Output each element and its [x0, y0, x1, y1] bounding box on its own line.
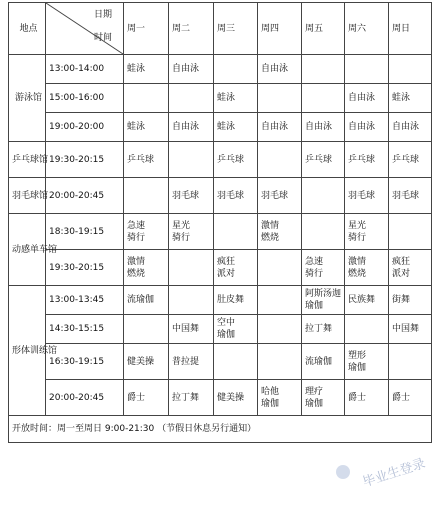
class-cell: 自由泳 — [258, 55, 302, 84]
day-header: 周日 — [389, 3, 432, 55]
schedule-row — [9, 315, 432, 344]
schedule-row — [9, 142, 432, 178]
cell-line: 派对 — [217, 268, 236, 279]
footer-row — [9, 416, 432, 443]
class-cell: 健美操 — [124, 344, 169, 380]
class-cell: 蛙泳 — [214, 84, 258, 113]
cell-line: 派对 — [392, 268, 411, 279]
class-cell — [258, 286, 302, 315]
class-cell — [389, 55, 432, 84]
class-cell — [124, 250, 169, 286]
class-cell — [258, 84, 302, 113]
schedule-row — [9, 214, 432, 250]
class-cell — [169, 142, 214, 178]
time-slot: 20:00-20:45 — [46, 178, 124, 214]
class-cell — [258, 344, 302, 380]
day-header: 周一 — [124, 3, 169, 55]
class-cell: 自由泳 — [169, 113, 214, 142]
day-header: 周六 — [345, 3, 389, 55]
class-cell — [124, 315, 169, 344]
class-cell: 乒乓球 — [214, 142, 258, 178]
class-cell — [302, 55, 345, 84]
cell-line: 星光 — [172, 220, 191, 231]
cell-line: 急速 — [127, 220, 146, 231]
time-slot: 20:00-20:45 — [46, 380, 124, 416]
time-slot: 19:00-20:00 — [46, 113, 124, 142]
schedule-row — [9, 380, 432, 416]
class-cell: 拉丁舞 — [302, 315, 345, 344]
schedule-row — [9, 344, 432, 380]
class-cell — [214, 315, 258, 344]
class-cell: 羽毛球 — [389, 178, 432, 214]
cell-line: 星光 — [348, 220, 367, 231]
cell-line: 燃烧 — [348, 268, 367, 279]
cell-line: 瑜伽 — [217, 330, 236, 340]
venue-name: 游泳馆 — [9, 55, 46, 142]
class-cell: 流瑜伽 — [124, 286, 169, 315]
cell-line: 理疗 — [305, 386, 324, 397]
class-cell: 肚皮舞 — [214, 286, 258, 315]
cell-line: 激情 — [348, 256, 367, 267]
class-cell: 中国舞 — [169, 315, 214, 344]
cell-line: 骑行 — [127, 232, 146, 243]
class-cell: 爵士 — [124, 380, 169, 416]
time-slot: 16:30-19:15 — [46, 344, 124, 380]
class-cell: 拉丁舞 — [169, 380, 214, 416]
class-cell — [258, 250, 302, 286]
schedule-row — [9, 55, 432, 84]
class-cell: 街舞 — [389, 286, 432, 315]
cell-line: 骑行 — [305, 268, 324, 279]
class-cell: 健美操 — [214, 380, 258, 416]
class-cell: 自由泳 — [345, 113, 389, 142]
class-cell: 自由泳 — [258, 113, 302, 142]
watermark-logo-icon — [336, 465, 350, 479]
class-cell: 爵士 — [345, 380, 389, 416]
class-cell: 乒乓球 — [345, 142, 389, 178]
class-cell — [302, 178, 345, 214]
class-cell — [124, 84, 169, 113]
class-cell: 普拉提 — [169, 344, 214, 380]
cell-line: 激情 — [127, 256, 146, 267]
class-cell: 乒乓球 — [302, 142, 345, 178]
class-cell — [302, 380, 345, 416]
class-cell — [214, 214, 258, 250]
class-cell — [345, 250, 389, 286]
schedule-row — [9, 286, 432, 315]
cell-line: 空中 — [217, 318, 236, 328]
class-cell: 流瑜伽 — [302, 344, 345, 380]
class-cell: 乒乓球 — [389, 142, 432, 178]
class-cell: 乒乓球 — [124, 142, 169, 178]
venue-name: 动感单车馆 — [9, 214, 46, 286]
class-cell: 蛙泳 — [124, 55, 169, 84]
class-cell: 蛙泳 — [214, 113, 258, 142]
time-label: 时间 — [94, 33, 113, 43]
class-cell: 爵士 — [389, 380, 432, 416]
class-cell — [345, 214, 389, 250]
cell-line: 瑜伽 — [305, 398, 324, 409]
class-cell: 羽毛球 — [169, 178, 214, 214]
class-cell: 羽毛球 — [258, 178, 302, 214]
cell-line: 瑜伽 — [261, 398, 280, 409]
class-cell — [258, 142, 302, 178]
cell-line: 塑形 — [348, 350, 367, 361]
date-label: 日期 — [94, 10, 113, 20]
class-cell: 民族舞 — [345, 286, 389, 315]
header-row — [9, 3, 432, 55]
class-cell — [302, 84, 345, 113]
class-cell: 羽毛球 — [345, 178, 389, 214]
day-header: 周三 — [214, 3, 258, 55]
time-slot: 19:30-20:15 — [46, 142, 124, 178]
class-cell — [214, 250, 258, 286]
class-cell: 自由泳 — [169, 55, 214, 84]
cell-line: 瑜伽 — [305, 301, 324, 311]
class-cell: 自由泳 — [345, 84, 389, 113]
class-cell: 中国舞 — [389, 315, 432, 344]
watermark: 毕业生登录 — [360, 456, 428, 491]
cell-line: 燃烧 — [261, 232, 280, 243]
cell-line: 燃烧 — [127, 268, 146, 279]
cell-line: 阿斯汤迦 — [305, 289, 342, 299]
class-cell — [169, 250, 214, 286]
class-cell — [124, 214, 169, 250]
schedule-row — [9, 84, 432, 113]
class-cell: 自由泳 — [389, 113, 432, 142]
class-cell — [389, 344, 432, 380]
day-header: 周五 — [302, 3, 345, 55]
class-cell: 羽毛球 — [214, 178, 258, 214]
cell-line: 骑行 — [172, 232, 191, 243]
class-cell — [345, 315, 389, 344]
class-cell — [345, 344, 389, 380]
class-cell — [389, 250, 432, 286]
cell-line: 骑行 — [348, 232, 367, 243]
venue-name: 形体训练馆 — [9, 286, 46, 416]
cell-line: 瑜伽 — [348, 362, 367, 373]
day-header: 周二 — [169, 3, 214, 55]
time-slot: 15:00-16:00 — [46, 84, 124, 113]
class-cell: 自由泳 — [302, 113, 345, 142]
class-cell — [258, 380, 302, 416]
opening-hours-note: 开放时间：周一至周日 9:00-21:30 （节假日休息另行通知） — [9, 416, 432, 443]
cell-line: 激情 — [261, 220, 280, 231]
time-slot: 14:30-15:15 — [46, 315, 124, 344]
class-cell — [169, 84, 214, 113]
schedule-row — [9, 113, 432, 142]
class-cell — [302, 286, 345, 315]
class-cell — [214, 55, 258, 84]
cell-line: 疯狂 — [392, 256, 411, 267]
schedule-row — [9, 178, 432, 214]
class-cell — [124, 178, 169, 214]
cell-line: 疯狂 — [217, 256, 236, 267]
class-cell — [389, 214, 432, 250]
class-cell — [345, 55, 389, 84]
class-cell — [302, 214, 345, 250]
class-cell — [302, 250, 345, 286]
venue-name: 羽毛球馆 — [9, 178, 46, 214]
time-slot: 18:30-19:15 — [46, 214, 124, 250]
date-time-corner — [46, 3, 124, 55]
class-cell: 蛙泳 — [389, 84, 432, 113]
venue-name: 乒乓球馆 — [9, 142, 46, 178]
cell-line: 哈他 — [261, 386, 280, 397]
day-header: 周四 — [258, 3, 302, 55]
class-cell — [169, 286, 214, 315]
time-slot: 13:00-13:45 — [46, 286, 124, 315]
class-cell — [169, 214, 214, 250]
schedule-table — [8, 2, 432, 443]
time-slot: 13:00-14:00 — [46, 55, 124, 84]
class-cell: 蛙泳 — [124, 113, 169, 142]
time-slot: 19:30-20:15 — [46, 250, 124, 286]
class-cell — [258, 214, 302, 250]
class-cell — [258, 315, 302, 344]
venue-header: 地点 — [9, 3, 46, 55]
class-cell — [214, 344, 258, 380]
cell-line: 急速 — [305, 256, 324, 267]
schedule-row — [9, 250, 432, 286]
